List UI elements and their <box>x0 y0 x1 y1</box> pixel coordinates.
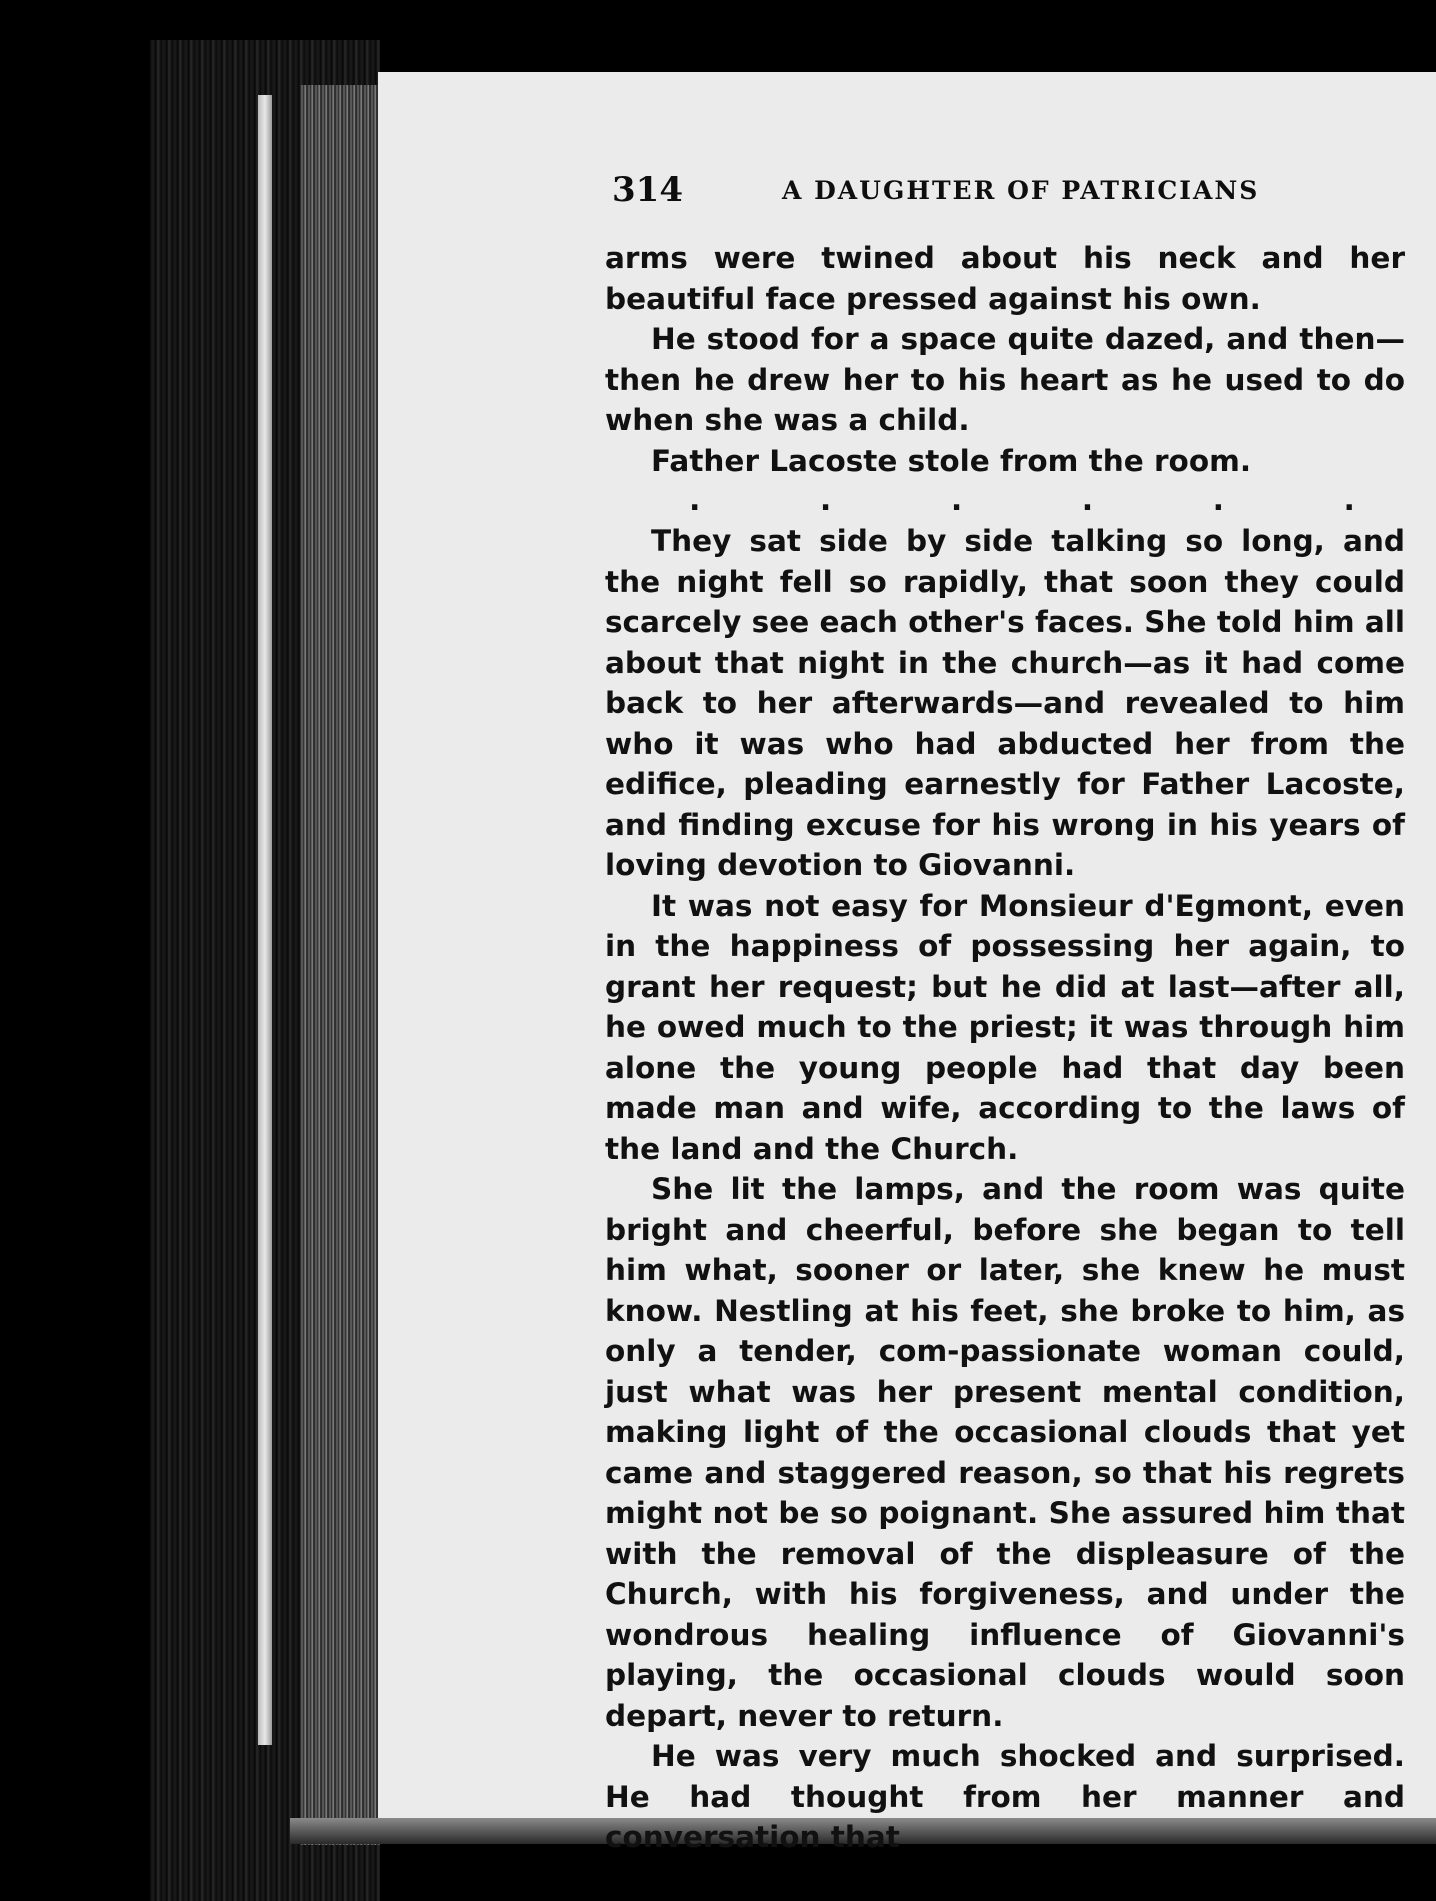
running-title: A DAUGHTER OF PATRICIANS <box>782 176 1260 205</box>
section-break-dot: . <box>950 483 963 518</box>
section-break-dot: . <box>1081 483 1094 518</box>
section-break-dot: . <box>819 483 832 518</box>
section-break-dot: . <box>1212 483 1225 518</box>
paragraph: He was very much shocked and surprised. He had thought from her manner and conversation that <box>605 1739 1405 1854</box>
paragraph: He stood for a space quite dazed, and then—then he drew her to his heart as he used to do when she was a child. <box>605 322 1405 437</box>
body-text <box>605 238 1405 1858</box>
section-break <box>605 481 1405 521</box>
paragraph: They sat side by side talking so long, and the night fell so rapidly, that soon they could scarcely see each other's faces. She told him all about that night in the church—as it had come back to her afterwards—and revealed to him who it was who had abducted her from the edifice, pleading earnestly for Father Lacoste, and finding excuse for his wrong in his years of loving devotion to Giovanni. <box>605 524 1405 882</box>
page-edge-highlight <box>258 95 272 1745</box>
page-number: 314 <box>612 170 683 210</box>
paragraph: She lit the lamps, and the room was quite bright and cheerful, before she began to tell him what, sooner or later, she knew he must know. Nestling at his feet, she broke to him, as only a tender, com-passionate woman could, just what was her present mental condition, making light of the occasional clouds that yet came and staggered reason, so that his regrets might not be so poignant. She assured him that with the removal of the displeasure of the Church, with his forgiveness, and under the wondrous healing influence of Giovanni's playing, the occasional clouds would soon depart, never to return. <box>605 1172 1405 1733</box>
paragraph: arms were twined about his neck and her beautiful face pressed against his own. <box>605 241 1405 316</box>
paragraph: Father Lacoste stole from the room. <box>651 443 1252 478</box>
section-break-dot: . <box>689 483 701 518</box>
running-header <box>612 170 1412 210</box>
paragraph: It was not easy for Monsieur d'Egmont, even in the happiness of possessing her again, to grant her request; but he did at last—after all, he owed much to the priest; it was through him alone the young people had that day been made man and wife, according to the laws of the land and the Church. <box>605 888 1405 1166</box>
page-stack-edge <box>300 85 380 1845</box>
section-break-dot: . <box>1343 483 1355 518</box>
